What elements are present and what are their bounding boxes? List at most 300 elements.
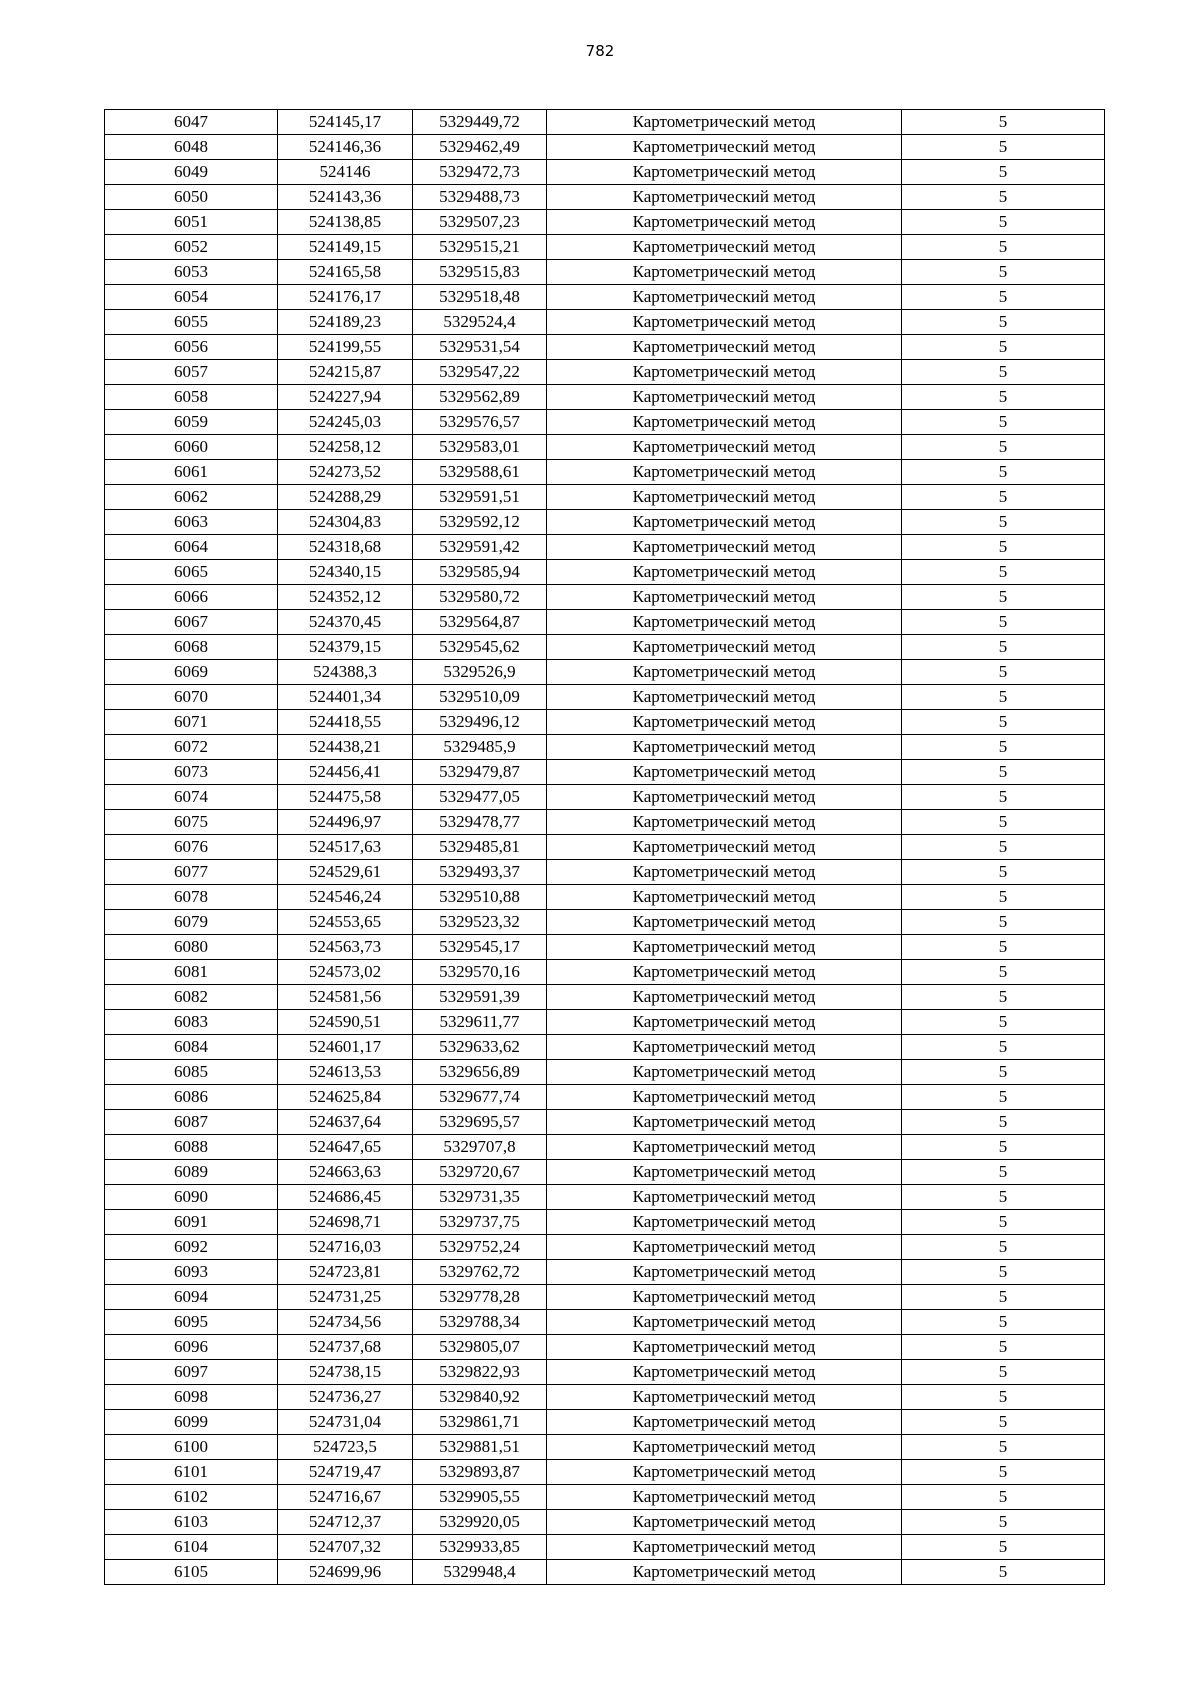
y-coordinate-cell: 5329472,73 bbox=[413, 160, 547, 185]
table-row bbox=[105, 1435, 1105, 1460]
table-row bbox=[105, 1560, 1105, 1585]
point-number-cell: 6084 bbox=[105, 1035, 278, 1060]
method-cell: Картометрический метод bbox=[547, 1260, 902, 1285]
method-cell: Картометрический метод bbox=[547, 535, 902, 560]
point-number-cell: 6055 bbox=[105, 310, 278, 335]
point-number-cell: 6090 bbox=[105, 1185, 278, 1210]
x-coordinate-cell: 524138,85 bbox=[278, 210, 413, 235]
y-coordinate-cell: 5329510,88 bbox=[413, 885, 547, 910]
method-cell: Картометрический метод bbox=[547, 685, 902, 710]
x-coordinate-cell: 524719,47 bbox=[278, 1460, 413, 1485]
method-cell: Картометрический метод bbox=[547, 660, 902, 685]
table-row bbox=[105, 935, 1105, 960]
method-cell: Картометрический метод bbox=[547, 1010, 902, 1035]
point-number-cell: 6047 bbox=[105, 110, 278, 135]
accuracy-cell: 5 bbox=[902, 885, 1105, 910]
y-coordinate-cell: 5329515,21 bbox=[413, 235, 547, 260]
x-coordinate-cell: 524143,36 bbox=[278, 185, 413, 210]
accuracy-cell: 5 bbox=[902, 310, 1105, 335]
point-number-cell: 6067 bbox=[105, 610, 278, 635]
point-number-cell: 6105 bbox=[105, 1560, 278, 1585]
x-coordinate-cell: 524304,83 bbox=[278, 510, 413, 535]
x-coordinate-cell: 524553,65 bbox=[278, 910, 413, 935]
accuracy-cell: 5 bbox=[902, 910, 1105, 935]
y-coordinate-cell: 5329591,39 bbox=[413, 985, 547, 1010]
method-cell: Картометрический метод bbox=[547, 1335, 902, 1360]
method-cell: Картометрический метод bbox=[547, 710, 902, 735]
y-coordinate-cell: 5329518,48 bbox=[413, 285, 547, 310]
point-number-cell: 6102 bbox=[105, 1485, 278, 1510]
point-number-cell: 6053 bbox=[105, 260, 278, 285]
x-coordinate-cell: 524370,45 bbox=[278, 610, 413, 635]
y-coordinate-cell: 5329531,54 bbox=[413, 335, 547, 360]
accuracy-cell: 5 bbox=[902, 660, 1105, 685]
table-row bbox=[105, 160, 1105, 185]
x-coordinate-cell: 524716,67 bbox=[278, 1485, 413, 1510]
table-row bbox=[105, 960, 1105, 985]
point-number-cell: 6073 bbox=[105, 760, 278, 785]
table-row bbox=[105, 1485, 1105, 1510]
x-coordinate-cell: 524165,58 bbox=[278, 260, 413, 285]
y-coordinate-cell: 5329523,32 bbox=[413, 910, 547, 935]
point-number-cell: 6096 bbox=[105, 1335, 278, 1360]
x-coordinate-cell: 524738,15 bbox=[278, 1360, 413, 1385]
table-row bbox=[105, 1385, 1105, 1410]
point-number-cell: 6098 bbox=[105, 1385, 278, 1410]
method-cell: Картометрический метод bbox=[547, 1485, 902, 1510]
accuracy-cell: 5 bbox=[902, 385, 1105, 410]
method-cell: Картометрический метод bbox=[547, 1035, 902, 1060]
method-cell: Картометрический метод bbox=[547, 1235, 902, 1260]
accuracy-cell: 5 bbox=[902, 585, 1105, 610]
table-row bbox=[105, 1410, 1105, 1435]
method-cell: Картометрический метод bbox=[547, 1460, 902, 1485]
x-coordinate-cell: 524145,17 bbox=[278, 110, 413, 135]
x-coordinate-cell: 524716,03 bbox=[278, 1235, 413, 1260]
method-cell: Картометрический метод bbox=[547, 360, 902, 385]
x-coordinate-cell: 524340,15 bbox=[278, 560, 413, 585]
point-number-cell: 6050 bbox=[105, 185, 278, 210]
point-number-cell: 6066 bbox=[105, 585, 278, 610]
coordinates-table bbox=[104, 109, 1105, 1585]
accuracy-cell: 5 bbox=[902, 1035, 1105, 1060]
method-cell: Картометрический метод bbox=[547, 210, 902, 235]
y-coordinate-cell: 5329591,51 bbox=[413, 485, 547, 510]
table-row bbox=[105, 1110, 1105, 1135]
accuracy-cell: 5 bbox=[902, 1235, 1105, 1260]
x-coordinate-cell: 524288,29 bbox=[278, 485, 413, 510]
method-cell: Картометрический метод bbox=[547, 1560, 902, 1585]
y-coordinate-cell: 5329479,87 bbox=[413, 760, 547, 785]
table-row bbox=[105, 335, 1105, 360]
method-cell: Картометрический метод bbox=[547, 1285, 902, 1310]
accuracy-cell: 5 bbox=[902, 1285, 1105, 1310]
accuracy-cell: 5 bbox=[902, 810, 1105, 835]
y-coordinate-cell: 5329805,07 bbox=[413, 1335, 547, 1360]
method-cell: Картометрический метод bbox=[547, 260, 902, 285]
accuracy-cell: 5 bbox=[902, 485, 1105, 510]
point-number-cell: 6087 bbox=[105, 1110, 278, 1135]
point-number-cell: 6104 bbox=[105, 1535, 278, 1560]
accuracy-cell: 5 bbox=[902, 1085, 1105, 1110]
accuracy-cell: 5 bbox=[902, 1435, 1105, 1460]
y-coordinate-cell: 5329485,9 bbox=[413, 735, 547, 760]
point-number-cell: 6063 bbox=[105, 510, 278, 535]
table-row bbox=[105, 1160, 1105, 1185]
accuracy-cell: 5 bbox=[902, 1210, 1105, 1235]
x-coordinate-cell: 524563,73 bbox=[278, 935, 413, 960]
y-coordinate-cell: 5329507,23 bbox=[413, 210, 547, 235]
accuracy-cell: 5 bbox=[902, 360, 1105, 385]
table-row bbox=[105, 1460, 1105, 1485]
y-coordinate-cell: 5329488,73 bbox=[413, 185, 547, 210]
table-row bbox=[105, 285, 1105, 310]
table-row bbox=[105, 385, 1105, 410]
y-coordinate-cell: 5329588,61 bbox=[413, 460, 547, 485]
y-coordinate-cell: 5329462,49 bbox=[413, 135, 547, 160]
method-cell: Картометрический метод bbox=[547, 160, 902, 185]
method-cell: Картометрический метод bbox=[547, 110, 902, 135]
method-cell: Картометрический метод bbox=[547, 885, 902, 910]
point-number-cell: 6060 bbox=[105, 435, 278, 460]
table-row bbox=[105, 1235, 1105, 1260]
table-row bbox=[105, 260, 1105, 285]
y-coordinate-cell: 5329720,67 bbox=[413, 1160, 547, 1185]
x-coordinate-cell: 524601,17 bbox=[278, 1035, 413, 1060]
method-cell: Картометрический метод bbox=[547, 1135, 902, 1160]
y-coordinate-cell: 5329570,16 bbox=[413, 960, 547, 985]
method-cell: Картометрический метод bbox=[547, 1510, 902, 1535]
table-row bbox=[105, 835, 1105, 860]
y-coordinate-cell: 5329477,05 bbox=[413, 785, 547, 810]
method-cell: Картометрический метод bbox=[547, 1160, 902, 1185]
accuracy-cell: 5 bbox=[902, 1485, 1105, 1510]
point-number-cell: 6081 bbox=[105, 960, 278, 985]
accuracy-cell: 5 bbox=[902, 185, 1105, 210]
x-coordinate-cell: 524731,04 bbox=[278, 1410, 413, 1435]
point-number-cell: 6054 bbox=[105, 285, 278, 310]
point-number-cell: 6064 bbox=[105, 535, 278, 560]
accuracy-cell: 5 bbox=[902, 760, 1105, 785]
method-cell: Картометрический метод bbox=[547, 410, 902, 435]
table-row bbox=[105, 1510, 1105, 1535]
x-coordinate-cell: 524546,24 bbox=[278, 885, 413, 910]
accuracy-cell: 5 bbox=[902, 935, 1105, 960]
accuracy-cell: 5 bbox=[902, 1310, 1105, 1335]
x-coordinate-cell: 524613,53 bbox=[278, 1060, 413, 1085]
y-coordinate-cell: 5329580,72 bbox=[413, 585, 547, 610]
y-coordinate-cell: 5329920,05 bbox=[413, 1510, 547, 1535]
x-coordinate-cell: 524149,15 bbox=[278, 235, 413, 260]
x-coordinate-cell: 524698,71 bbox=[278, 1210, 413, 1235]
y-coordinate-cell: 5329547,22 bbox=[413, 360, 547, 385]
accuracy-cell: 5 bbox=[902, 860, 1105, 885]
table-row bbox=[105, 1135, 1105, 1160]
accuracy-cell: 5 bbox=[902, 1385, 1105, 1410]
x-coordinate-cell: 524590,51 bbox=[278, 1010, 413, 1035]
method-cell: Картометрический метод bbox=[547, 285, 902, 310]
y-coordinate-cell: 5329545,62 bbox=[413, 635, 547, 660]
method-cell: Картометрический метод bbox=[547, 585, 902, 610]
method-cell: Картометрический метод bbox=[547, 460, 902, 485]
x-coordinate-cell: 524625,84 bbox=[278, 1085, 413, 1110]
method-cell: Картометрический метод bbox=[547, 560, 902, 585]
method-cell: Картометрический метод bbox=[547, 910, 902, 935]
x-coordinate-cell: 524737,68 bbox=[278, 1335, 413, 1360]
accuracy-cell: 5 bbox=[902, 535, 1105, 560]
table-row bbox=[105, 1360, 1105, 1385]
point-number-cell: 6068 bbox=[105, 635, 278, 660]
table-row bbox=[105, 360, 1105, 385]
accuracy-cell: 5 bbox=[902, 1410, 1105, 1435]
accuracy-cell: 5 bbox=[902, 335, 1105, 360]
point-number-cell: 6078 bbox=[105, 885, 278, 910]
table-row bbox=[105, 535, 1105, 560]
y-coordinate-cell: 5329677,74 bbox=[413, 1085, 547, 1110]
method-cell: Картометрический метод bbox=[547, 1210, 902, 1235]
method-cell: Картометрический метод bbox=[547, 510, 902, 535]
y-coordinate-cell: 5329515,83 bbox=[413, 260, 547, 285]
table-row bbox=[105, 310, 1105, 335]
y-coordinate-cell: 5329737,75 bbox=[413, 1210, 547, 1235]
point-number-cell: 6101 bbox=[105, 1460, 278, 1485]
point-number-cell: 6077 bbox=[105, 860, 278, 885]
x-coordinate-cell: 524723,81 bbox=[278, 1260, 413, 1285]
x-coordinate-cell: 524647,65 bbox=[278, 1135, 413, 1160]
y-coordinate-cell: 5329493,37 bbox=[413, 860, 547, 885]
x-coordinate-cell: 524573,02 bbox=[278, 960, 413, 985]
point-number-cell: 6080 bbox=[105, 935, 278, 960]
table-row bbox=[105, 1035, 1105, 1060]
table-row bbox=[105, 460, 1105, 485]
y-coordinate-cell: 5329585,94 bbox=[413, 560, 547, 585]
point-number-cell: 6049 bbox=[105, 160, 278, 185]
y-coordinate-cell: 5329933,85 bbox=[413, 1535, 547, 1560]
x-coordinate-cell: 524215,87 bbox=[278, 360, 413, 385]
point-number-cell: 6065 bbox=[105, 560, 278, 585]
accuracy-cell: 5 bbox=[902, 635, 1105, 660]
accuracy-cell: 5 bbox=[902, 235, 1105, 260]
table-row bbox=[105, 485, 1105, 510]
y-coordinate-cell: 5329562,89 bbox=[413, 385, 547, 410]
accuracy-cell: 5 bbox=[902, 1160, 1105, 1185]
x-coordinate-cell: 524273,52 bbox=[278, 460, 413, 485]
y-coordinate-cell: 5329656,89 bbox=[413, 1060, 547, 1085]
point-number-cell: 6057 bbox=[105, 360, 278, 385]
table-row bbox=[105, 1310, 1105, 1335]
x-coordinate-cell: 524318,68 bbox=[278, 535, 413, 560]
table-row bbox=[105, 910, 1105, 935]
accuracy-cell: 5 bbox=[902, 410, 1105, 435]
point-number-cell: 6056 bbox=[105, 335, 278, 360]
accuracy-cell: 5 bbox=[902, 160, 1105, 185]
x-coordinate-cell: 524736,27 bbox=[278, 1385, 413, 1410]
method-cell: Картометрический метод bbox=[547, 310, 902, 335]
point-number-cell: 6091 bbox=[105, 1210, 278, 1235]
accuracy-cell: 5 bbox=[902, 1260, 1105, 1285]
method-cell: Картометрический метод bbox=[547, 1410, 902, 1435]
point-number-cell: 6048 bbox=[105, 135, 278, 160]
point-number-cell: 6089 bbox=[105, 1160, 278, 1185]
point-number-cell: 6059 bbox=[105, 410, 278, 435]
point-number-cell: 6086 bbox=[105, 1085, 278, 1110]
point-number-cell: 6082 bbox=[105, 985, 278, 1010]
method-cell: Картометрический метод bbox=[547, 1385, 902, 1410]
point-number-cell: 6095 bbox=[105, 1310, 278, 1335]
x-coordinate-cell: 524663,63 bbox=[278, 1160, 413, 1185]
x-coordinate-cell: 524734,56 bbox=[278, 1310, 413, 1335]
table-row bbox=[105, 610, 1105, 635]
y-coordinate-cell: 5329526,9 bbox=[413, 660, 547, 685]
y-coordinate-cell: 5329893,87 bbox=[413, 1460, 547, 1485]
y-coordinate-cell: 5329905,55 bbox=[413, 1485, 547, 1510]
x-coordinate-cell: 524189,23 bbox=[278, 310, 413, 335]
x-coordinate-cell: 524496,97 bbox=[278, 810, 413, 835]
x-coordinate-cell: 524199,55 bbox=[278, 335, 413, 360]
table-row bbox=[105, 410, 1105, 435]
y-coordinate-cell: 5329583,01 bbox=[413, 435, 547, 460]
table-row bbox=[105, 760, 1105, 785]
table-row bbox=[105, 1260, 1105, 1285]
table-row bbox=[105, 685, 1105, 710]
y-coordinate-cell: 5329564,87 bbox=[413, 610, 547, 635]
point-number-cell: 6094 bbox=[105, 1285, 278, 1310]
method-cell: Картометрический метод bbox=[547, 985, 902, 1010]
accuracy-cell: 5 bbox=[902, 1535, 1105, 1560]
point-number-cell: 6099 bbox=[105, 1410, 278, 1435]
accuracy-cell: 5 bbox=[902, 960, 1105, 985]
method-cell: Картометрический метод bbox=[547, 1110, 902, 1135]
y-coordinate-cell: 5329510,09 bbox=[413, 685, 547, 710]
point-number-cell: 6075 bbox=[105, 810, 278, 835]
x-coordinate-cell: 524401,34 bbox=[278, 685, 413, 710]
y-coordinate-cell: 5329861,71 bbox=[413, 1410, 547, 1435]
point-number-cell: 6051 bbox=[105, 210, 278, 235]
x-coordinate-cell: 524388,3 bbox=[278, 660, 413, 685]
method-cell: Картометрический метод bbox=[547, 1060, 902, 1085]
table-row bbox=[105, 985, 1105, 1010]
accuracy-cell: 5 bbox=[902, 1335, 1105, 1360]
x-coordinate-cell: 524686,45 bbox=[278, 1185, 413, 1210]
y-coordinate-cell: 5329778,28 bbox=[413, 1285, 547, 1310]
y-coordinate-cell: 5329496,12 bbox=[413, 710, 547, 735]
x-coordinate-cell: 524258,12 bbox=[278, 435, 413, 460]
method-cell: Картометрический метод bbox=[547, 1310, 902, 1335]
y-coordinate-cell: 5329822,93 bbox=[413, 1360, 547, 1385]
accuracy-cell: 5 bbox=[902, 1135, 1105, 1160]
accuracy-cell: 5 bbox=[902, 260, 1105, 285]
point-number-cell: 6097 bbox=[105, 1360, 278, 1385]
method-cell: Картометрический метод bbox=[547, 610, 902, 635]
table-row bbox=[105, 1285, 1105, 1310]
point-number-cell: 6069 bbox=[105, 660, 278, 685]
x-coordinate-cell: 524176,17 bbox=[278, 285, 413, 310]
point-number-cell: 6088 bbox=[105, 1135, 278, 1160]
accuracy-cell: 5 bbox=[902, 110, 1105, 135]
x-coordinate-cell: 524379,15 bbox=[278, 635, 413, 660]
method-cell: Картометрический метод bbox=[547, 635, 902, 660]
accuracy-cell: 5 bbox=[902, 735, 1105, 760]
accuracy-cell: 5 bbox=[902, 1185, 1105, 1210]
table-row bbox=[105, 660, 1105, 685]
table-row bbox=[105, 435, 1105, 460]
accuracy-cell: 5 bbox=[902, 985, 1105, 1010]
x-coordinate-cell: 524517,63 bbox=[278, 835, 413, 860]
x-coordinate-cell: 524723,5 bbox=[278, 1435, 413, 1460]
y-coordinate-cell: 5329611,77 bbox=[413, 1010, 547, 1035]
y-coordinate-cell: 5329762,72 bbox=[413, 1260, 547, 1285]
point-number-cell: 6062 bbox=[105, 485, 278, 510]
accuracy-cell: 5 bbox=[902, 1110, 1105, 1135]
method-cell: Картометрический метод bbox=[547, 935, 902, 960]
method-cell: Картометрический метод bbox=[547, 785, 902, 810]
table-row bbox=[105, 510, 1105, 535]
accuracy-cell: 5 bbox=[902, 1360, 1105, 1385]
accuracy-cell: 5 bbox=[902, 135, 1105, 160]
method-cell: Картометрический метод bbox=[547, 335, 902, 360]
point-number-cell: 6070 bbox=[105, 685, 278, 710]
method-cell: Картометрический метод bbox=[547, 860, 902, 885]
point-number-cell: 6061 bbox=[105, 460, 278, 485]
x-coordinate-cell: 524146,36 bbox=[278, 135, 413, 160]
point-number-cell: 6052 bbox=[105, 235, 278, 260]
point-number-cell: 6058 bbox=[105, 385, 278, 410]
table-row bbox=[105, 710, 1105, 735]
point-number-cell: 6100 bbox=[105, 1435, 278, 1460]
table-row bbox=[105, 1210, 1105, 1235]
y-coordinate-cell: 5329881,51 bbox=[413, 1435, 547, 1460]
y-coordinate-cell: 5329731,35 bbox=[413, 1185, 547, 1210]
x-coordinate-cell: 524581,56 bbox=[278, 985, 413, 1010]
table-row bbox=[105, 1185, 1105, 1210]
x-coordinate-cell: 524146 bbox=[278, 160, 413, 185]
method-cell: Картометрический метод bbox=[547, 1185, 902, 1210]
point-number-cell: 6092 bbox=[105, 1235, 278, 1260]
x-coordinate-cell: 524529,61 bbox=[278, 860, 413, 885]
method-cell: Картометрический метод bbox=[547, 1085, 902, 1110]
table-row bbox=[105, 110, 1105, 135]
y-coordinate-cell: 5329840,92 bbox=[413, 1385, 547, 1410]
accuracy-cell: 5 bbox=[902, 1060, 1105, 1085]
table-row bbox=[105, 810, 1105, 835]
point-number-cell: 6079 bbox=[105, 910, 278, 935]
x-coordinate-cell: 524352,12 bbox=[278, 585, 413, 610]
point-number-cell: 6071 bbox=[105, 710, 278, 735]
accuracy-cell: 5 bbox=[902, 560, 1105, 585]
accuracy-cell: 5 bbox=[902, 710, 1105, 735]
method-cell: Картометрический метод bbox=[547, 185, 902, 210]
y-coordinate-cell: 5329707,8 bbox=[413, 1135, 547, 1160]
x-coordinate-cell: 524438,21 bbox=[278, 735, 413, 760]
table-row bbox=[105, 1085, 1105, 1110]
table-row bbox=[105, 635, 1105, 660]
point-number-cell: 6072 bbox=[105, 735, 278, 760]
method-cell: Картометрический метод bbox=[547, 960, 902, 985]
accuracy-cell: 5 bbox=[902, 460, 1105, 485]
accuracy-cell: 5 bbox=[902, 610, 1105, 635]
x-coordinate-cell: 524245,03 bbox=[278, 410, 413, 435]
y-coordinate-cell: 5329485,81 bbox=[413, 835, 547, 860]
coordinates-table-body bbox=[105, 110, 1105, 1585]
y-coordinate-cell: 5329633,62 bbox=[413, 1035, 547, 1060]
y-coordinate-cell: 5329449,72 bbox=[413, 110, 547, 135]
y-coordinate-cell: 5329592,12 bbox=[413, 510, 547, 535]
table-row bbox=[105, 210, 1105, 235]
x-coordinate-cell: 524707,32 bbox=[278, 1535, 413, 1560]
y-coordinate-cell: 5329752,24 bbox=[413, 1235, 547, 1260]
y-coordinate-cell: 5329695,57 bbox=[413, 1110, 547, 1135]
y-coordinate-cell: 5329591,42 bbox=[413, 535, 547, 560]
